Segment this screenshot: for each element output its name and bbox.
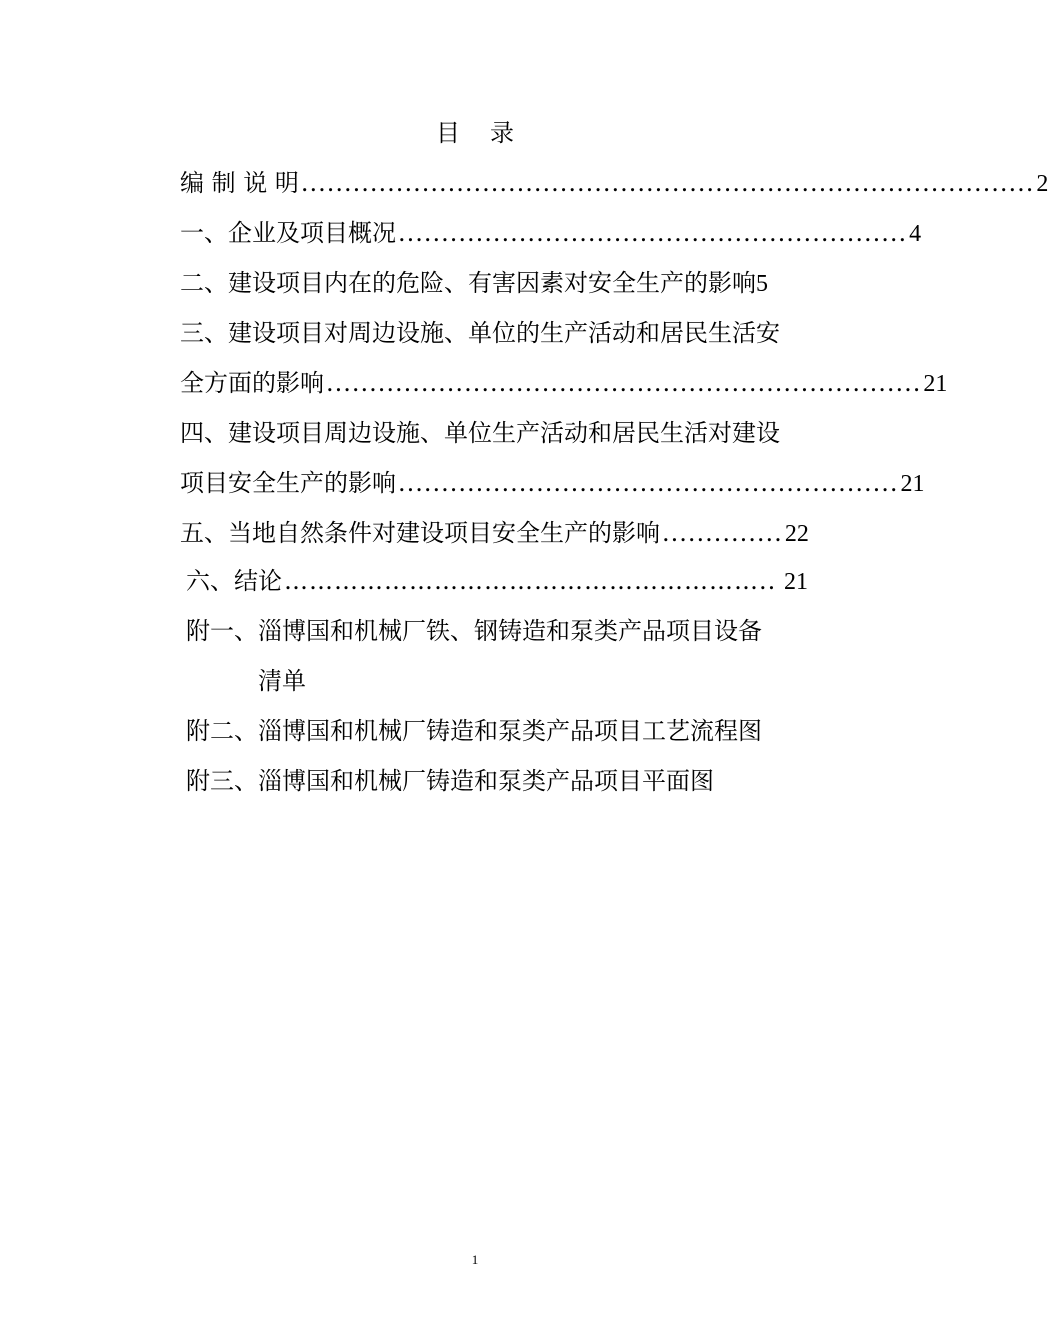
toc-leader: .............. bbox=[662, 519, 783, 547]
toc-entry-text: 编 制 说 明 bbox=[180, 169, 299, 197]
toc-entry[interactable] bbox=[180, 167, 1048, 199]
toc-entry-text: 项目安全生产的影响 bbox=[180, 469, 396, 497]
toc-entry-text: 二、建设项目内在的危险、有害因素对安全生产的影响 bbox=[180, 269, 756, 297]
toc-page-number: 2 bbox=[1036, 171, 1048, 197]
toc-leader: ..................................................................................... bbox=[300, 169, 1035, 197]
toc-page-number: 21 bbox=[900, 471, 925, 497]
toc-entry[interactable] bbox=[180, 267, 808, 299]
page-number: 1 bbox=[471, 1252, 479, 1267]
toc-page-number: 21 bbox=[784, 569, 808, 595]
toc-entry-text: 附二、淄博国和机械厂铸造和泵类产品项目工艺流程图 bbox=[186, 717, 762, 745]
page-title bbox=[0, 117, 950, 149]
toc-entry[interactable] bbox=[180, 317, 780, 349]
toc-entry-text: 一、企业及项目概况 bbox=[180, 219, 396, 247]
toc-entry-text: 清单 bbox=[258, 667, 306, 695]
toc-entry[interactable] bbox=[180, 217, 922, 249]
toc-entry-text: 全方面的影响 bbox=[180, 369, 324, 397]
toc-entry[interactable] bbox=[180, 467, 925, 499]
toc-entry[interactable] bbox=[258, 665, 306, 697]
toc-entry[interactable] bbox=[180, 417, 780, 449]
title-part-1: 目 bbox=[436, 119, 460, 147]
toc-entry[interactable] bbox=[186, 565, 808, 597]
title-part-2: 录 bbox=[490, 119, 514, 147]
toc-page-number: 4 bbox=[909, 221, 922, 247]
toc-leader: .......................................................... bbox=[398, 469, 899, 497]
toc-leader: ………………………………………………….. bbox=[284, 567, 777, 595]
toc-entry-text: 五、当地自然条件对建设项目安全生产的影响 bbox=[180, 519, 660, 547]
toc-entry-text: 三、建设项目对周边设施、单位的生产活动和居民生活安 bbox=[180, 319, 780, 347]
toc-entry[interactable] bbox=[180, 517, 808, 549]
toc-entry[interactable] bbox=[186, 615, 762, 647]
toc-page-number: 21 bbox=[923, 371, 948, 397]
toc-page-number: 22 bbox=[784, 521, 809, 547]
toc-entry[interactable] bbox=[186, 765, 714, 797]
toc-entry[interactable] bbox=[186, 715, 762, 747]
toc-page-number: 5 bbox=[756, 271, 768, 297]
toc-leader: ..................................................................... bbox=[326, 369, 922, 397]
toc-leader: ........................................................... bbox=[398, 219, 908, 247]
toc-entry-text: 附三、淄博国和机械厂铸造和泵类产品项目平面图 bbox=[186, 767, 714, 795]
toc-entry[interactable] bbox=[180, 367, 948, 399]
toc-entry-text: 四、建设项目周边设施、单位生产活动和居民生活对建设 bbox=[180, 419, 780, 447]
toc-entry-text: 附一、淄博国和机械厂铁、钢铸造和泵类产品项目设备 bbox=[186, 617, 762, 645]
toc-entry-text: 六、结论 bbox=[186, 567, 282, 595]
